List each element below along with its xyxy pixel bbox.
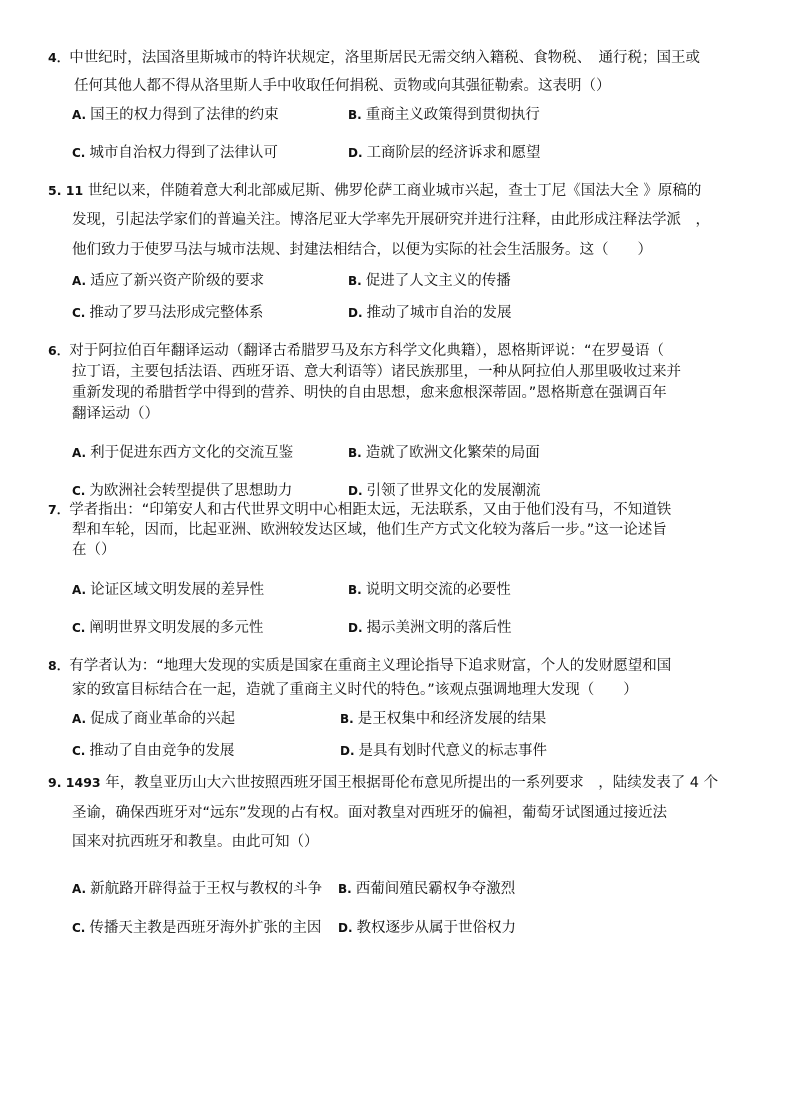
option-b[interactable]: B. 重商主义政策得到贯彻执行	[348, 107, 540, 123]
option-d[interactable]: D. 引领了世界文化的发展潮流	[348, 483, 541, 499]
option-c[interactable]: C. 城市自治权力得到了法律认可	[72, 145, 278, 161]
question-stem-line: 国来对抗西班牙和教皇。由此可知（）	[72, 834, 319, 850]
question-number: 5. 11	[48, 183, 84, 198]
option-d[interactable]: D. 教权逐步从属于世俗权力	[338, 920, 517, 936]
option-b[interactable]: B. 促进了人文主义的传播	[348, 273, 511, 289]
question-number: 9. 1493	[48, 775, 101, 790]
option-b[interactable]: B. 西葡间殖民霸权争夺激烈	[338, 881, 516, 897]
option-b[interactable]: B. 是王权集中和经济发展的结果	[340, 711, 547, 727]
question-stem-line: 圣谕，确保西班牙对“远东”发现的占有权。面对教皇对西班牙的偏袒，葡萄牙试图通过接近法	[72, 805, 668, 821]
option-b[interactable]: B. 说明文明交流的必要性	[348, 582, 511, 598]
question-stem-line: 任何其他人都不得从洛里斯人手中收取任何捐税、贡物或向其强征勒索。这表明（）	[74, 78, 611, 94]
option-d[interactable]: D. 是具有划时代意义的标志事件	[340, 743, 548, 759]
question-stem-line: 在（）	[72, 542, 116, 558]
option-c[interactable]: C. 阐明世界文明发展的多元性	[72, 620, 264, 636]
question-stem-line: 6．对于阿拉伯百年翻译运动（翻译古希腊罗马及东方科学文化典籍），恩格斯评说：“在罗曼语（	[48, 343, 664, 359]
question-stem-line: 他们致力于使罗马法与城市法规、封建法相结合，以便为实际的社会生活服务。这（ ）	[72, 242, 652, 258]
question-stem-line: 发现，引起法学家们的普遍关注。博洛尼亚大学率先开展研究并进行注释，由此形成注释法学派 ，	[72, 212, 710, 228]
question-stem-line: 9. 1493 年，教皇亚历山大六世按照西班牙国王根据哥伦布意见所提出的一系列要求 ，陆续发表了 4 个	[48, 775, 719, 791]
option-d[interactable]: D. 揭示美洲文明的落后性	[348, 620, 512, 636]
option-d[interactable]: D. 推动了城市自治的发展	[348, 305, 512, 321]
option-a[interactable]: A. 适应了新兴资产阶级的要求	[72, 273, 265, 289]
question-stem-line: 拉丁语，主要包括法语、西班牙语、意大利语等）诸民族那里，一种从阿拉伯人那里吸收过来并	[72, 364, 681, 380]
question-stem-line: 7．学者指出：“印第安人和古代世界文明中心相距太远，无法联系，又由于他们没有马，不知道铁	[48, 502, 672, 518]
question-stem-line: 5. 11 世纪以来，伴随着意大利北部威尼斯、佛罗伦萨工商业城市兴起，查士丁尼《国法大全 》原稿的	[48, 183, 702, 199]
option-d[interactable]: D. 工商阶层的经济诉求和愿望	[348, 145, 541, 161]
option-c[interactable]: C. 推动了罗马法形成完整体系	[72, 305, 264, 321]
question-number: 7	[48, 502, 57, 517]
question-stem-line: 4．中世纪时，法国洛里斯城市的特许状规定，洛里斯居民无需交纳入籍税、食物税、 通行税；国王或	[48, 50, 700, 66]
question-number: 8	[48, 658, 57, 673]
option-b[interactable]: B. 造就了欧洲文化繁荣的局面	[348, 445, 540, 461]
option-c[interactable]: C. 为欧洲社会转型提供了思想助力	[72, 483, 293, 499]
option-a[interactable]: A. 促成了商业革命的兴起	[72, 711, 236, 727]
question-stem-line: 犁和车轮，因而，比起亚洲、欧洲较发达区域，他们生产方式文化较为落后一步。”这一论述旨	[72, 522, 667, 538]
question-stem-line: 翻译运动（）	[72, 406, 159, 422]
question-stem-line: 重新发现的希腊哲学中得到的营养、明快的自由思想，愈来愈根深蒂固。”恩格斯意在强调百年	[72, 385, 667, 401]
question-number: 4	[48, 50, 57, 65]
option-a[interactable]: A. 利于促进东西方文化的交流互鉴	[72, 445, 294, 461]
option-a[interactable]: A. 新航路开辟得益于王权与教权的斗争	[72, 881, 323, 897]
option-c[interactable]: C. 推动了自由竞争的发展	[72, 743, 235, 759]
question-stem-line: 8．有学者认为：“地理大发现的实质是国家在重商主义理论指导下追求财富，个人的发财愿望和国	[48, 658, 672, 674]
question-number: 6	[48, 343, 57, 358]
option-a[interactable]: A. 论证区域文明发展的差异性	[72, 582, 265, 598]
option-a[interactable]: A. 国王的权力得到了法律的约束	[72, 107, 279, 123]
question-stem-line: 家的致富目标结合在一起，造就了重商主义时代的特色。”该观点强调地理大发现（ ）	[72, 682, 638, 698]
option-c[interactable]: C. 传播天主教是西班牙海外扩张的主因	[72, 920, 322, 936]
